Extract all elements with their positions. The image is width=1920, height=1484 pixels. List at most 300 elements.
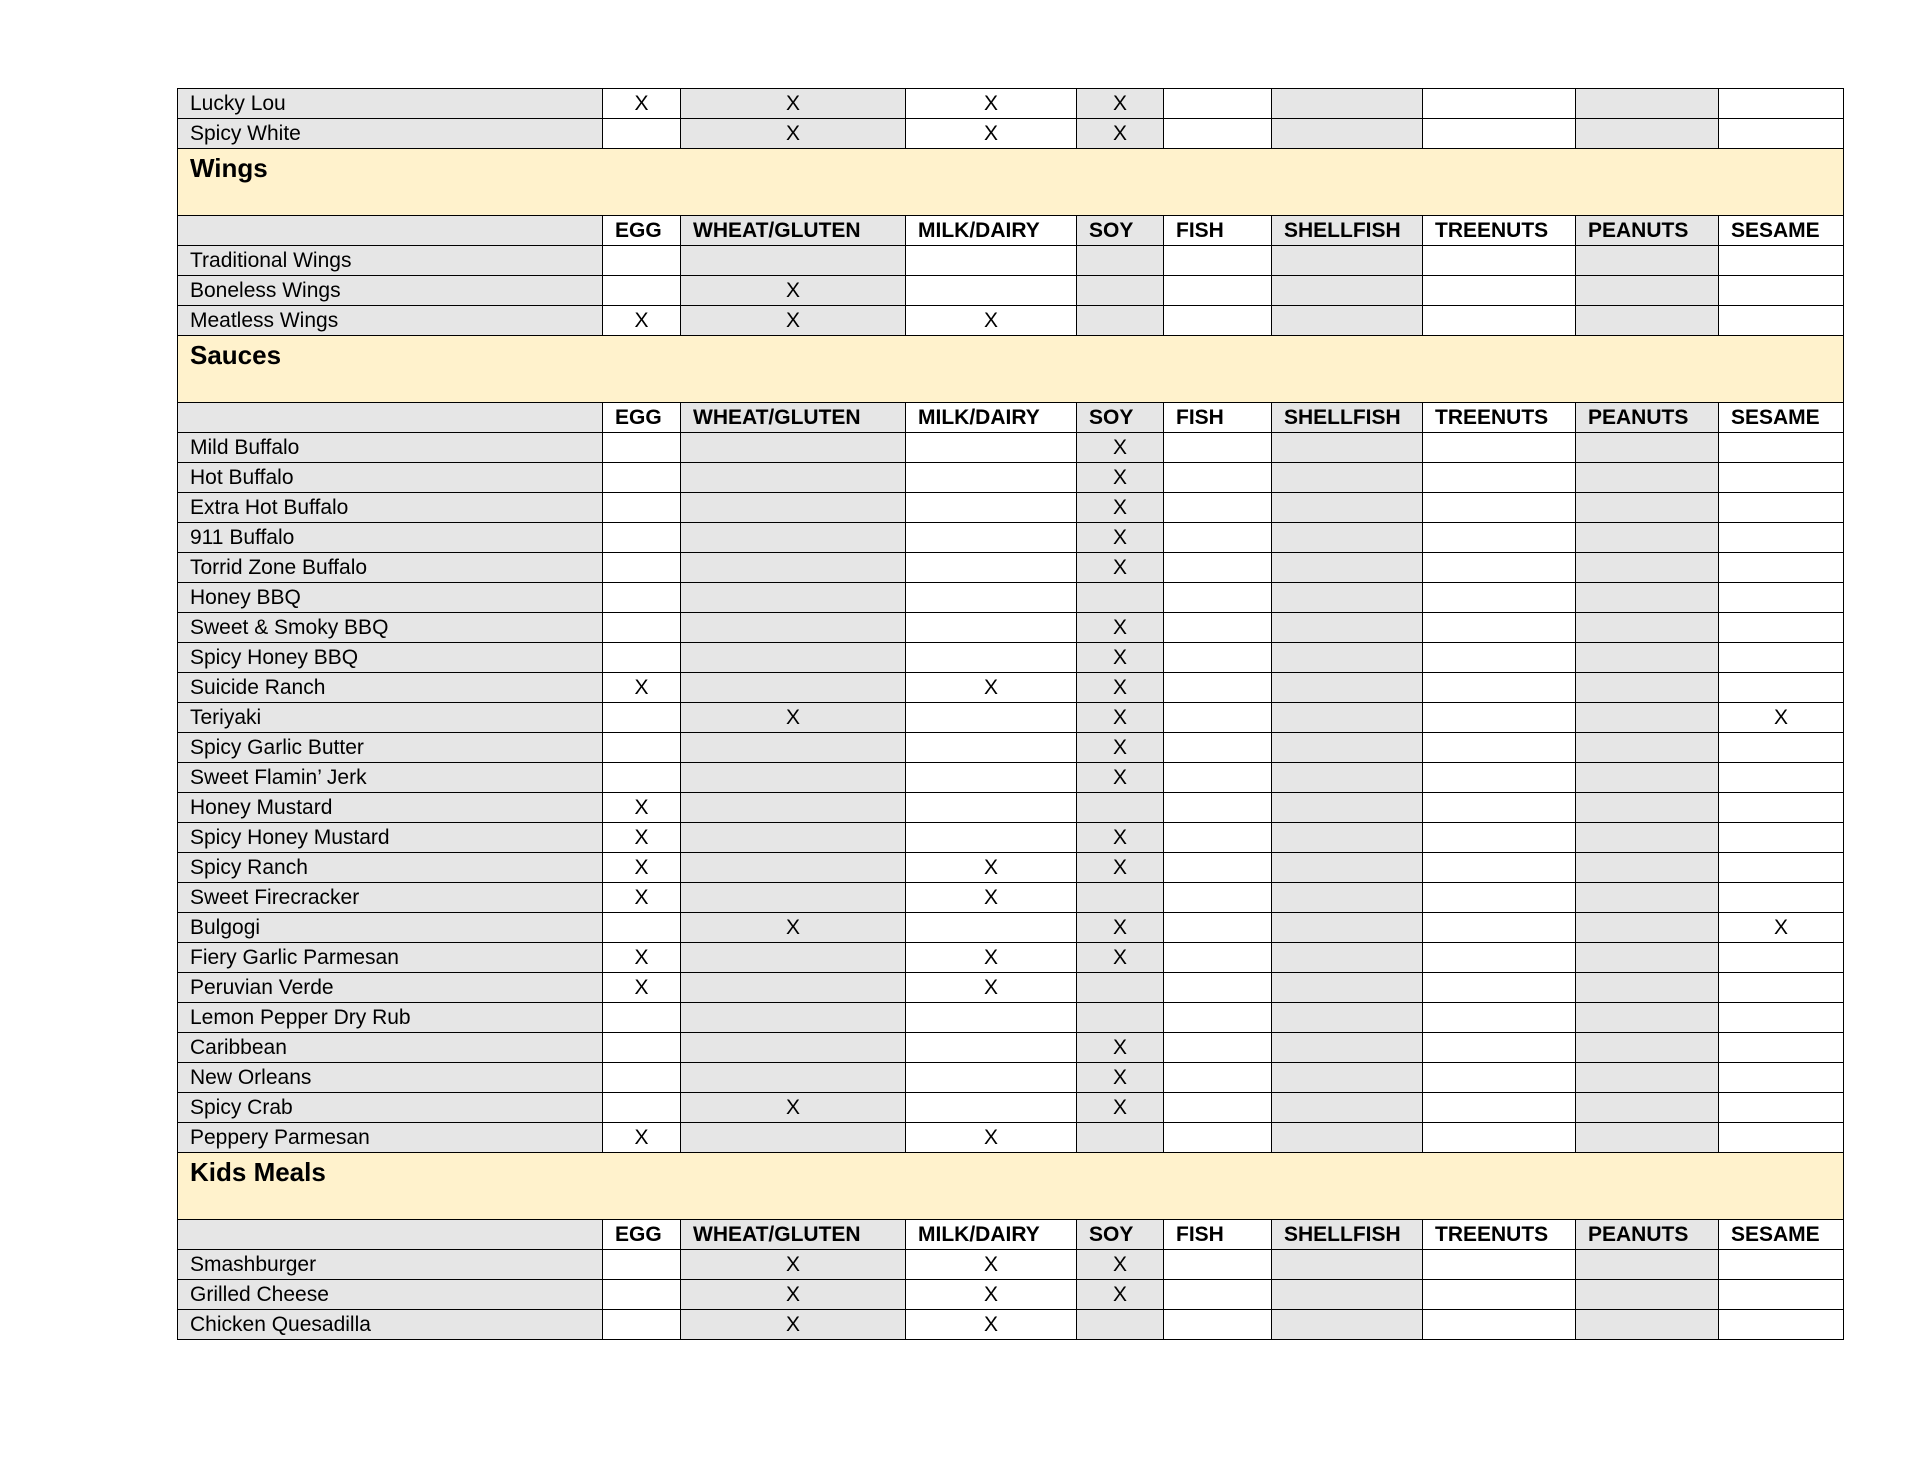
- column-header-shellfish: SHELLFISH: [1272, 403, 1423, 433]
- allergen-cell-sesame: [1719, 463, 1844, 493]
- allergen-cell-shellfish: [1272, 943, 1423, 973]
- allergen-cell-egg: X: [603, 883, 681, 913]
- allergen-cell-egg: X: [603, 793, 681, 823]
- allergen-cell-sesame: [1719, 853, 1844, 883]
- allergen-table-body: [178, 89, 1844, 1340]
- item-name: Caribbean: [178, 1033, 603, 1063]
- allergen-cell-soy: X: [1077, 493, 1164, 523]
- allergen-cell-wheat-gluten: [681, 733, 906, 763]
- allergen-cell-treenuts: [1423, 1250, 1576, 1280]
- allergen-cell-treenuts: [1423, 823, 1576, 853]
- allergen-cell-treenuts: [1423, 733, 1576, 763]
- allergen-cell-treenuts: [1423, 883, 1576, 913]
- allergen-cell-sesame: [1719, 1003, 1844, 1033]
- allergen-cell-shellfish: [1272, 1063, 1423, 1093]
- table-row: [178, 733, 1844, 763]
- table-row: [178, 553, 1844, 583]
- allergen-cell-sesame: [1719, 1250, 1844, 1280]
- allergen-cell-soy: [1077, 583, 1164, 613]
- item-name: Spicy Honey Mustard: [178, 823, 603, 853]
- allergen-cell-peanuts: [1576, 673, 1719, 703]
- allergen-cell-fish: [1164, 523, 1272, 553]
- allergen-cell-egg: X: [603, 943, 681, 973]
- allergen-cell-wheat-gluten: [681, 1003, 906, 1033]
- allergen-cell-treenuts: [1423, 943, 1576, 973]
- allergen-cell-wheat-gluten: [681, 1123, 906, 1153]
- allergen-cell-peanuts: [1576, 1280, 1719, 1310]
- allergen-cell-wheat-gluten: [681, 583, 906, 613]
- allergen-cell-milk-dairy: [906, 583, 1077, 613]
- allergen-cell-sesame: [1719, 883, 1844, 913]
- allergen-cell-peanuts: [1576, 913, 1719, 943]
- allergen-cell-treenuts: [1423, 793, 1576, 823]
- allergen-cell-treenuts: [1423, 119, 1576, 149]
- allergen-cell-egg: X: [603, 973, 681, 1003]
- allergen-cell-soy: X: [1077, 1063, 1164, 1093]
- allergen-cell-peanuts: [1576, 246, 1719, 276]
- column-header-soy: SOY: [1077, 1220, 1164, 1250]
- allergen-cell-sesame: [1719, 433, 1844, 463]
- allergen-cell-milk-dairy: X: [906, 853, 1077, 883]
- column-header-item: [178, 216, 603, 246]
- allergen-cell-soy: [1077, 276, 1164, 306]
- allergen-cell-fish: [1164, 943, 1272, 973]
- allergen-cell-sesame: [1719, 1063, 1844, 1093]
- item-name: Teriyaki: [178, 703, 603, 733]
- allergen-cell-sesame: X: [1719, 913, 1844, 943]
- column-header-row: [178, 403, 1844, 433]
- allergen-cell-egg: X: [603, 823, 681, 853]
- table-row: [178, 246, 1844, 276]
- table-row: [178, 703, 1844, 733]
- allergen-cell-treenuts: [1423, 276, 1576, 306]
- table-row: [178, 1280, 1844, 1310]
- allergen-cell-fish: [1164, 246, 1272, 276]
- allergen-cell-milk-dairy: [906, 913, 1077, 943]
- item-name: Spicy Garlic Butter: [178, 733, 603, 763]
- allergen-cell-fish: [1164, 306, 1272, 336]
- allergen-cell-wheat-gluten: [681, 973, 906, 1003]
- allergen-cell-peanuts: [1576, 823, 1719, 853]
- allergen-cell-wheat-gluten: X: [681, 1093, 906, 1123]
- allergen-cell-sesame: [1719, 1280, 1844, 1310]
- allergen-cell-soy: X: [1077, 763, 1164, 793]
- allergen-cell-peanuts: [1576, 1093, 1719, 1123]
- allergen-cell-soy: X: [1077, 523, 1164, 553]
- allergen-cell-wheat-gluten: [681, 523, 906, 553]
- allergen-cell-fish: [1164, 853, 1272, 883]
- table-row: [178, 1123, 1844, 1153]
- allergen-cell-wheat-gluten: X: [681, 703, 906, 733]
- allergen-cell-egg: [603, 1310, 681, 1340]
- item-name: Lucky Lou: [178, 89, 603, 119]
- table-row: [178, 763, 1844, 793]
- allergen-cell-milk-dairy: X: [906, 883, 1077, 913]
- allergen-cell-fish: [1164, 883, 1272, 913]
- table-row: [178, 1310, 1844, 1340]
- column-header-soy: SOY: [1077, 403, 1164, 433]
- allergen-cell-milk-dairy: [906, 463, 1077, 493]
- allergen-cell-egg: [603, 613, 681, 643]
- allergen-cell-fish: [1164, 823, 1272, 853]
- column-header-egg: EGG: [603, 216, 681, 246]
- allergen-cell-peanuts: [1576, 1123, 1719, 1153]
- allergen-cell-milk-dairy: X: [906, 1123, 1077, 1153]
- allergen-cell-milk-dairy: X: [906, 943, 1077, 973]
- allergen-cell-soy: X: [1077, 119, 1164, 149]
- item-name: Spicy White: [178, 119, 603, 149]
- allergen-cell-fish: [1164, 433, 1272, 463]
- allergen-table: [177, 88, 1844, 1340]
- item-name: Hot Buffalo: [178, 463, 603, 493]
- column-header-milk-dairy: MILK/DAIRY: [906, 403, 1077, 433]
- allergen-cell-treenuts: [1423, 1003, 1576, 1033]
- item-name: Smashburger: [178, 1250, 603, 1280]
- allergen-cell-milk-dairy: X: [906, 1280, 1077, 1310]
- table-row: [178, 1003, 1844, 1033]
- allergen-cell-fish: [1164, 1063, 1272, 1093]
- allergen-cell-peanuts: [1576, 793, 1719, 823]
- table-row: [178, 913, 1844, 943]
- item-name: New Orleans: [178, 1063, 603, 1093]
- allergen-cell-shellfish: [1272, 119, 1423, 149]
- item-name: Fiery Garlic Parmesan: [178, 943, 603, 973]
- allergen-cell-treenuts: [1423, 763, 1576, 793]
- column-header-soy: SOY: [1077, 216, 1164, 246]
- allergen-cell-wheat-gluten: [681, 1033, 906, 1063]
- allergen-cell-fish: [1164, 1280, 1272, 1310]
- allergen-cell-fish: [1164, 493, 1272, 523]
- table-row: [178, 493, 1844, 523]
- item-name: Spicy Ranch: [178, 853, 603, 883]
- column-header-fish: FISH: [1164, 403, 1272, 433]
- allergen-cell-soy: X: [1077, 89, 1164, 119]
- allergen-cell-treenuts: [1423, 523, 1576, 553]
- allergen-cell-wheat-gluten: [681, 763, 906, 793]
- allergen-cell-soy: X: [1077, 703, 1164, 733]
- section-header-kids-meals: [178, 1153, 1844, 1220]
- allergen-cell-wheat-gluten: [681, 493, 906, 523]
- allergen-cell-wheat-gluten: [681, 1063, 906, 1093]
- allergen-cell-soy: [1077, 306, 1164, 336]
- table-row: [178, 883, 1844, 913]
- allergen-cell-fish: [1164, 1250, 1272, 1280]
- item-name: Honey BBQ: [178, 583, 603, 613]
- item-name: Peruvian Verde: [178, 973, 603, 1003]
- item-name: 911 Buffalo: [178, 523, 603, 553]
- allergen-cell-milk-dairy: [906, 1033, 1077, 1063]
- column-header-sesame: SESAME: [1719, 216, 1844, 246]
- allergen-cell-egg: [603, 553, 681, 583]
- allergen-cell-milk-dairy: X: [906, 973, 1077, 1003]
- allergen-cell-soy: X: [1077, 1250, 1164, 1280]
- column-header-treenuts: TREENUTS: [1423, 1220, 1576, 1250]
- column-header-item: [178, 403, 603, 433]
- allergen-cell-milk-dairy: [906, 763, 1077, 793]
- allergen-cell-sesame: [1719, 246, 1844, 276]
- allergen-cell-milk-dairy: [906, 643, 1077, 673]
- allergen-cell-soy: X: [1077, 463, 1164, 493]
- allergen-cell-shellfish: [1272, 583, 1423, 613]
- table-row: [178, 823, 1844, 853]
- allergen-cell-fish: [1164, 973, 1272, 1003]
- allergen-cell-shellfish: [1272, 883, 1423, 913]
- allergen-cell-treenuts: [1423, 1063, 1576, 1093]
- allergen-cell-milk-dairy: [906, 433, 1077, 463]
- table-row: [178, 306, 1844, 336]
- allergen-cell-soy: X: [1077, 1033, 1164, 1063]
- allergen-cell-peanuts: [1576, 943, 1719, 973]
- allergen-cell-treenuts: [1423, 493, 1576, 523]
- allergen-cell-peanuts: [1576, 763, 1719, 793]
- allergen-cell-fish: [1164, 673, 1272, 703]
- allergen-cell-egg: [603, 1033, 681, 1063]
- allergen-cell-treenuts: [1423, 913, 1576, 943]
- allergen-cell-egg: [603, 1093, 681, 1123]
- allergen-cell-treenuts: [1423, 1093, 1576, 1123]
- allergen-cell-treenuts: [1423, 643, 1576, 673]
- allergen-cell-fish: [1164, 583, 1272, 613]
- allergen-cell-soy: X: [1077, 673, 1164, 703]
- allergen-cell-soy: [1077, 793, 1164, 823]
- column-header-milk-dairy: MILK/DAIRY: [906, 216, 1077, 246]
- table-row: [178, 1033, 1844, 1063]
- allergen-cell-sesame: [1719, 793, 1844, 823]
- allergen-cell-shellfish: [1272, 1033, 1423, 1063]
- allergen-cell-soy: X: [1077, 733, 1164, 763]
- allergen-cell-milk-dairy: [906, 823, 1077, 853]
- table-row: [178, 643, 1844, 673]
- allergen-cell-shellfish: [1272, 276, 1423, 306]
- column-header-item: [178, 1220, 603, 1250]
- allergen-cell-treenuts: [1423, 1310, 1576, 1340]
- allergen-cell-milk-dairy: X: [906, 306, 1077, 336]
- table-row: [178, 89, 1844, 119]
- allergen-cell-shellfish: [1272, 89, 1423, 119]
- allergen-cell-sesame: [1719, 553, 1844, 583]
- column-header-egg: EGG: [603, 403, 681, 433]
- item-name: Honey Mustard: [178, 793, 603, 823]
- allergen-cell-wheat-gluten: X: [681, 276, 906, 306]
- allergen-cell-fish: [1164, 1310, 1272, 1340]
- table-row: [178, 119, 1844, 149]
- section-title: Kids Meals: [178, 1153, 1844, 1220]
- allergen-cell-fish: [1164, 763, 1272, 793]
- allergen-cell-milk-dairy: [906, 1003, 1077, 1033]
- allergen-cell-milk-dairy: [906, 1093, 1077, 1123]
- column-header-treenuts: TREENUTS: [1423, 216, 1576, 246]
- allergen-cell-sesame: X: [1719, 703, 1844, 733]
- allergen-cell-peanuts: [1576, 853, 1719, 883]
- allergen-cell-wheat-gluten: [681, 823, 906, 853]
- column-header-fish: FISH: [1164, 216, 1272, 246]
- section-header-wings: [178, 149, 1844, 216]
- allergen-cell-sesame: [1719, 823, 1844, 853]
- allergen-cell-wheat-gluten: [681, 943, 906, 973]
- allergen-cell-egg: [603, 433, 681, 463]
- allergen-cell-shellfish: [1272, 1093, 1423, 1123]
- allergen-cell-fish: [1164, 463, 1272, 493]
- allergen-cell-peanuts: [1576, 523, 1719, 553]
- allergen-cell-sesame: [1719, 1033, 1844, 1063]
- allergen-cell-fish: [1164, 119, 1272, 149]
- item-name: Meatless Wings: [178, 306, 603, 336]
- allergen-cell-treenuts: [1423, 853, 1576, 883]
- allergen-cell-sesame: [1719, 973, 1844, 1003]
- table-row: [178, 943, 1844, 973]
- allergen-cell-sesame: [1719, 89, 1844, 119]
- allergen-cell-egg: [603, 463, 681, 493]
- item-name: Extra Hot Buffalo: [178, 493, 603, 523]
- allergen-cell-egg: [603, 1280, 681, 1310]
- column-header-row: [178, 1220, 1844, 1250]
- allergen-cell-milk-dairy: [906, 553, 1077, 583]
- allergen-cell-peanuts: [1576, 306, 1719, 336]
- allergen-cell-soy: X: [1077, 1093, 1164, 1123]
- column-header-shellfish: SHELLFISH: [1272, 216, 1423, 246]
- column-header-peanuts: PEANUTS: [1576, 403, 1719, 433]
- allergen-cell-shellfish: [1272, 763, 1423, 793]
- allergen-cell-egg: [603, 1250, 681, 1280]
- table-row: [178, 973, 1844, 1003]
- allergen-cell-treenuts: [1423, 306, 1576, 336]
- allergen-cell-sesame: [1719, 673, 1844, 703]
- allergen-cell-wheat-gluten: [681, 433, 906, 463]
- allergen-cell-wheat-gluten: [681, 883, 906, 913]
- table-row: [178, 523, 1844, 553]
- allergen-cell-peanuts: [1576, 89, 1719, 119]
- column-header-treenuts: TREENUTS: [1423, 403, 1576, 433]
- allergen-cell-milk-dairy: [906, 793, 1077, 823]
- item-name: Bulgogi: [178, 913, 603, 943]
- allergen-cell-soy: X: [1077, 853, 1164, 883]
- allergen-cell-shellfish: [1272, 973, 1423, 1003]
- item-name: Sweet Flamin’ Jerk: [178, 763, 603, 793]
- allergen-cell-wheat-gluten: X: [681, 119, 906, 149]
- allergen-cell-egg: [603, 703, 681, 733]
- allergen-cell-peanuts: [1576, 613, 1719, 643]
- allergen-cell-soy: X: [1077, 943, 1164, 973]
- allergen-cell-sesame: [1719, 643, 1844, 673]
- allergen-cell-shellfish: [1272, 463, 1423, 493]
- column-header-wheat-gluten: WHEAT/GLUTEN: [681, 403, 906, 433]
- allergen-cell-milk-dairy: [906, 246, 1077, 276]
- column-header-wheat-gluten: WHEAT/GLUTEN: [681, 216, 906, 246]
- item-name: Lemon Pepper Dry Rub: [178, 1003, 603, 1033]
- section-title: Sauces: [178, 336, 1844, 403]
- allergen-cell-treenuts: [1423, 463, 1576, 493]
- item-name: Spicy Crab: [178, 1093, 603, 1123]
- table-row: [178, 583, 1844, 613]
- allergen-cell-treenuts: [1423, 973, 1576, 1003]
- allergen-cell-wheat-gluten: X: [681, 1310, 906, 1340]
- allergen-cell-peanuts: [1576, 1003, 1719, 1033]
- allergen-cell-shellfish: [1272, 1310, 1423, 1340]
- allergen-cell-treenuts: [1423, 613, 1576, 643]
- section-header-sauces: [178, 336, 1844, 403]
- allergen-cell-fish: [1164, 1123, 1272, 1153]
- allergen-cell-treenuts: [1423, 1033, 1576, 1063]
- allergen-cell-soy: X: [1077, 823, 1164, 853]
- item-name: Grilled Cheese: [178, 1280, 603, 1310]
- allergen-cell-treenuts: [1423, 89, 1576, 119]
- item-name: Sweet & Smoky BBQ: [178, 613, 603, 643]
- allergen-cell-peanuts: [1576, 493, 1719, 523]
- table-row: [178, 793, 1844, 823]
- allergen-cell-soy: [1077, 246, 1164, 276]
- item-name: Mild Buffalo: [178, 433, 603, 463]
- allergen-cell-shellfish: [1272, 553, 1423, 583]
- allergen-cell-shellfish: [1272, 643, 1423, 673]
- allergen-cell-soy: X: [1077, 1280, 1164, 1310]
- allergen-cell-wheat-gluten: X: [681, 913, 906, 943]
- allergen-cell-treenuts: [1423, 1280, 1576, 1310]
- allergen-cell-wheat-gluten: [681, 246, 906, 276]
- allergen-cell-fish: [1164, 613, 1272, 643]
- allergen-cell-egg: [603, 913, 681, 943]
- allergen-cell-wheat-gluten: [681, 463, 906, 493]
- allergen-cell-fish: [1164, 553, 1272, 583]
- allergen-cell-egg: [603, 276, 681, 306]
- allergen-cell-milk-dairy: [906, 613, 1077, 643]
- allergen-cell-milk-dairy: [906, 1063, 1077, 1093]
- allergen-cell-fish: [1164, 703, 1272, 733]
- allergen-cell-soy: X: [1077, 913, 1164, 943]
- item-name: Suicide Ranch: [178, 673, 603, 703]
- allergen-cell-wheat-gluten: [681, 613, 906, 643]
- column-header-peanuts: PEANUTS: [1576, 1220, 1719, 1250]
- allergen-cell-treenuts: [1423, 246, 1576, 276]
- allergen-cell-peanuts: [1576, 463, 1719, 493]
- table-row: [178, 853, 1844, 883]
- table-row: [178, 433, 1844, 463]
- allergen-cell-wheat-gluten: [681, 673, 906, 703]
- allergen-cell-fish: [1164, 913, 1272, 943]
- allergen-cell-soy: X: [1077, 643, 1164, 673]
- allergen-cell-milk-dairy: [906, 523, 1077, 553]
- allergen-cell-peanuts: [1576, 883, 1719, 913]
- item-name: Sweet Firecracker: [178, 883, 603, 913]
- allergen-cell-fish: [1164, 1003, 1272, 1033]
- allergen-cell-shellfish: [1272, 306, 1423, 336]
- table-row: [178, 463, 1844, 493]
- column-header-egg: EGG: [603, 1220, 681, 1250]
- allergen-cell-milk-dairy: X: [906, 673, 1077, 703]
- allergen-cell-wheat-gluten: X: [681, 306, 906, 336]
- column-header-sesame: SESAME: [1719, 1220, 1844, 1250]
- column-header-fish: FISH: [1164, 1220, 1272, 1250]
- allergen-cell-treenuts: [1423, 583, 1576, 613]
- allergen-cell-shellfish: [1272, 433, 1423, 463]
- allergen-cell-fish: [1164, 1033, 1272, 1063]
- table-row: [178, 276, 1844, 306]
- allergen-cell-fish: [1164, 643, 1272, 673]
- allergen-cell-peanuts: [1576, 1250, 1719, 1280]
- allergen-cell-sesame: [1719, 943, 1844, 973]
- allergen-cell-egg: X: [603, 306, 681, 336]
- allergen-cell-soy: X: [1077, 553, 1164, 583]
- allergen-cell-soy: X: [1077, 613, 1164, 643]
- allergen-cell-peanuts: [1576, 553, 1719, 583]
- allergen-cell-milk-dairy: X: [906, 119, 1077, 149]
- allergen-cell-shellfish: [1272, 733, 1423, 763]
- allergen-cell-sesame: [1719, 276, 1844, 306]
- table-row: [178, 1063, 1844, 1093]
- allergen-cell-shellfish: [1272, 1250, 1423, 1280]
- allergen-cell-sesame: [1719, 1093, 1844, 1123]
- allergen-cell-soy: X: [1077, 433, 1164, 463]
- allergen-cell-shellfish: [1272, 823, 1423, 853]
